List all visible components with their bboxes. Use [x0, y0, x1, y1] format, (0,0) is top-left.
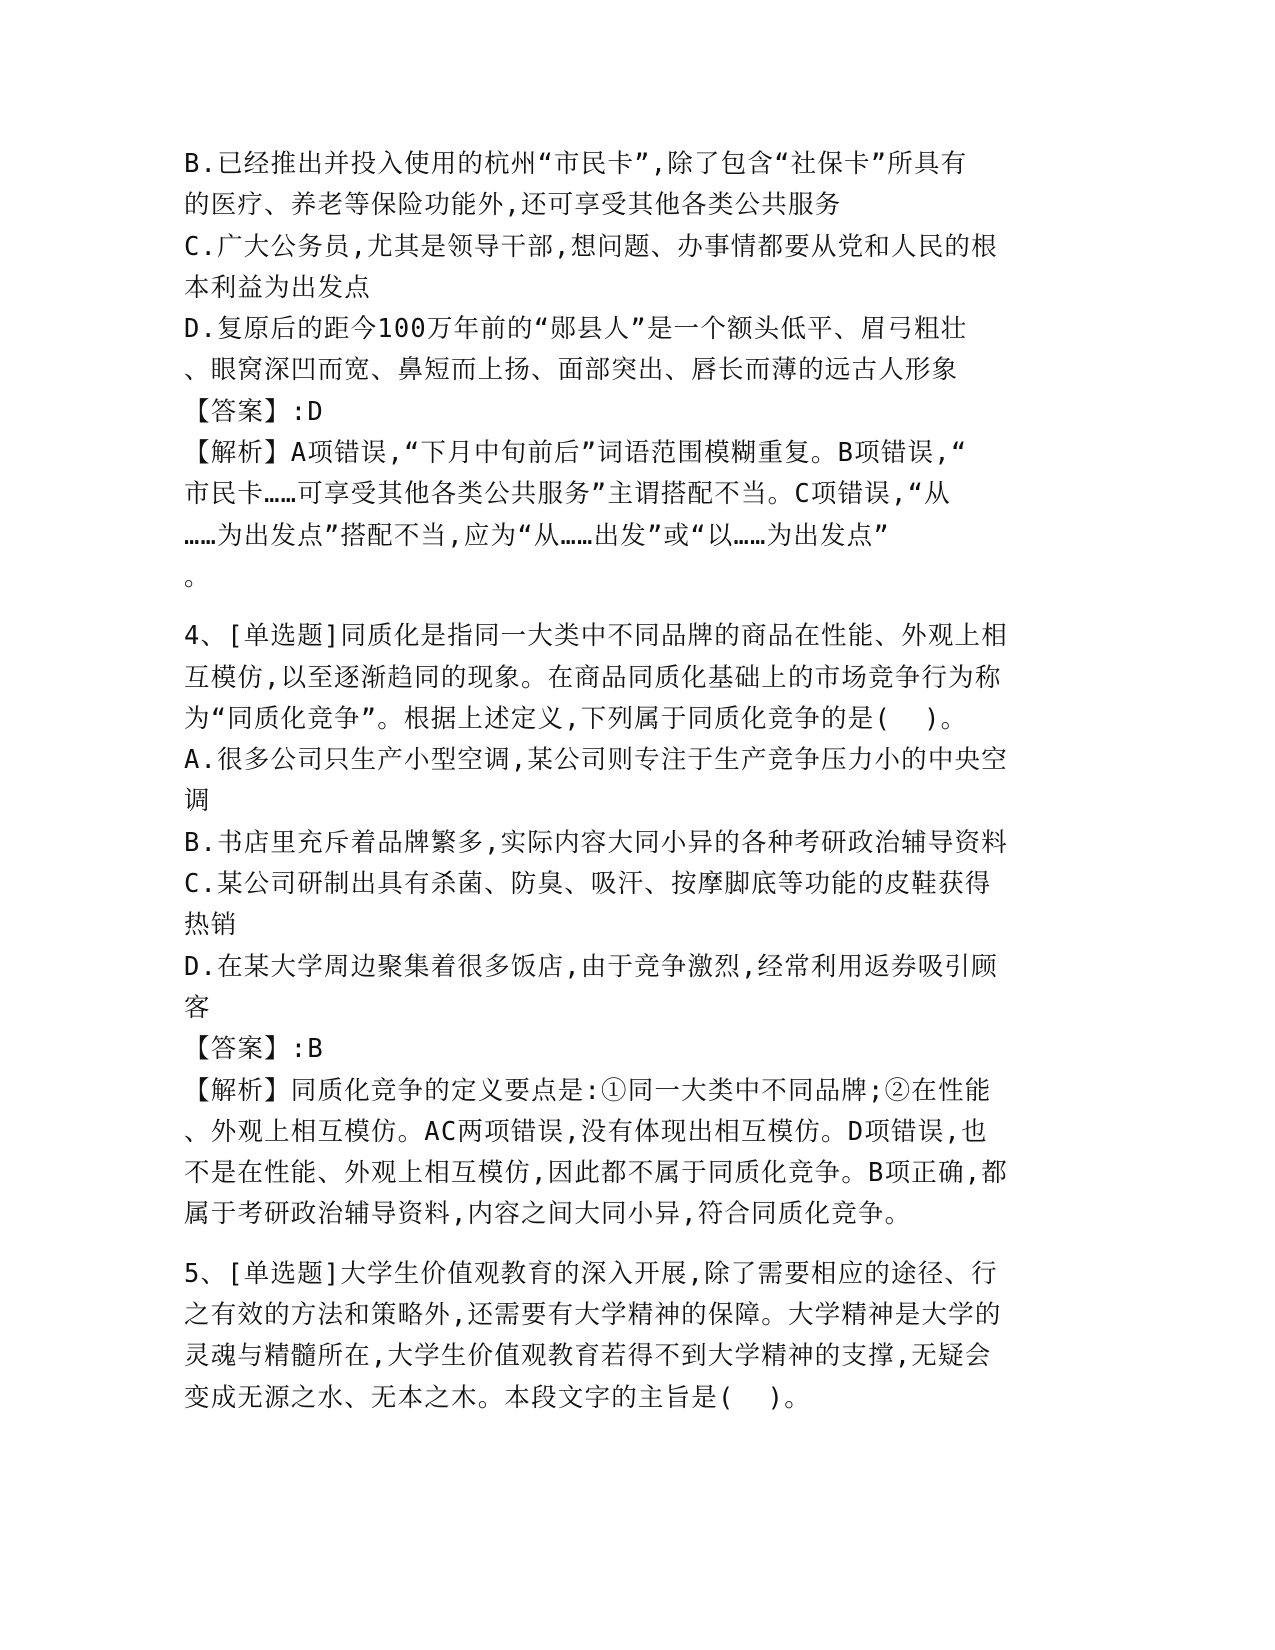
- q4-stem-line-1: 4、[单选题]同质化是指同一大类中不同品牌的商品在性能、外观上相: [184, 621, 1008, 652]
- section-gap: [184, 598, 1084, 616]
- q3-analysis-line-3: ……为出发点”搭配不当,应为“从……出发”或“以……为出发点”: [184, 520, 890, 551]
- q4-analysis-line-3: 不是在性能、外观上相互模仿,因此都不属于同质化竞争。B项正确,都: [184, 1158, 1008, 1189]
- q3-analysis-line-2: 市民卡……可享受其他各类公共服务”主谓搭配不当。C项错误,“从: [184, 479, 951, 510]
- section-gap: [184, 1236, 1084, 1254]
- q4-option-b-line-1: B.书店里充斥着品牌繁多,实际内容大同小异的各种考研政治辅导资料: [184, 827, 1008, 858]
- q4-stem-line-3: 为“同质化竞争”。根据上述定义,下列属于同质化竞争的是( )。: [184, 703, 968, 734]
- q3-answer: 【答案】:D: [184, 396, 324, 427]
- q4-analysis-line-2: 、外观上相互模仿。AC两项错误,没有体现出相互模仿。D项错误,也: [184, 1116, 988, 1147]
- q4-analysis-line-1: 【解析】同质化竞争的定义要点是:①同一大类中不同品牌;②在性能: [184, 1075, 992, 1106]
- q4-option-c-line-2: 热销: [184, 910, 238, 941]
- q5-stem-line-3: 灵魂与精髓所在,大学生价值观教育若得不到大学精神的支撑,无疑会: [184, 1341, 992, 1372]
- q4-answer: 【答案】:B: [184, 1034, 324, 1065]
- q5-stem-line-2: 之有效的方法和策略外,还需要有大学精神的保障。大学精神是大学的: [184, 1300, 1002, 1331]
- q3-option-c-line-1: C.广大公务员,尤其是领导干部,想问题、办事情都要从党和人民的根: [184, 231, 998, 262]
- question-text-block: [184, 144, 1084, 1419]
- q4-option-d-line-2: 客: [184, 992, 211, 1023]
- q5-stem-line-1: 5、[单选题]大学生价值观教育的深入开展,除了需要相应的途径、行: [184, 1258, 998, 1289]
- q3-analysis-line-1: 【解析】A项错误,“下月中旬前后”词语范围模糊重复。B项错误,“: [184, 438, 968, 469]
- q5-stem-line-4: 变成无源之水、无本之木。本段文字的主旨是( )。: [184, 1382, 811, 1413]
- q3-option-b-line-1: B.已经推出并投入使用的杭州“市民卡”,除了包含“社保卡”所具有: [184, 149, 968, 179]
- q3-analysis-line-4: 。: [184, 561, 211, 592]
- q4-option-a-line-2: 调: [184, 786, 211, 817]
- q4-analysis-line-4: 属于考研政治辅导资料,内容之间大同小异,符合同质化竞争。: [184, 1199, 912, 1230]
- q3-option-c-line-2: 本利益为出发点: [184, 272, 371, 303]
- q4-stem-line-2: 互模仿,以至逐渐趋同的现象。在商品同质化基础上的市场竞争行为称: [184, 662, 1002, 693]
- q4-option-d-line-1: D.在某大学周边聚集着很多饭店,由于竞争激烈,经常利用返券吸引顾: [184, 951, 998, 982]
- q4-option-c-line-1: C.某公司研制出具有杀菌、防臭、吸汗、按摩脚底等功能的皮鞋获得: [184, 869, 992, 900]
- q3-option-d-line-1: D.复原后的距今100万年前的“郧县人”是一个额头低平、眉弓粗壮: [184, 314, 968, 345]
- q3-option-b-line-2: 的医疗、养老等保险功能外,还可享受其他各类公共服务: [184, 190, 842, 221]
- q3-option-d-line-2: 、眼窝深凹而宽、鼻短而上扬、面部突出、唇长而薄的远古人形象: [184, 355, 959, 386]
- q4-option-a-line-1: A.很多公司只生产小型空调,某公司则专注于生产竞争压力小的中央空: [184, 745, 1008, 776]
